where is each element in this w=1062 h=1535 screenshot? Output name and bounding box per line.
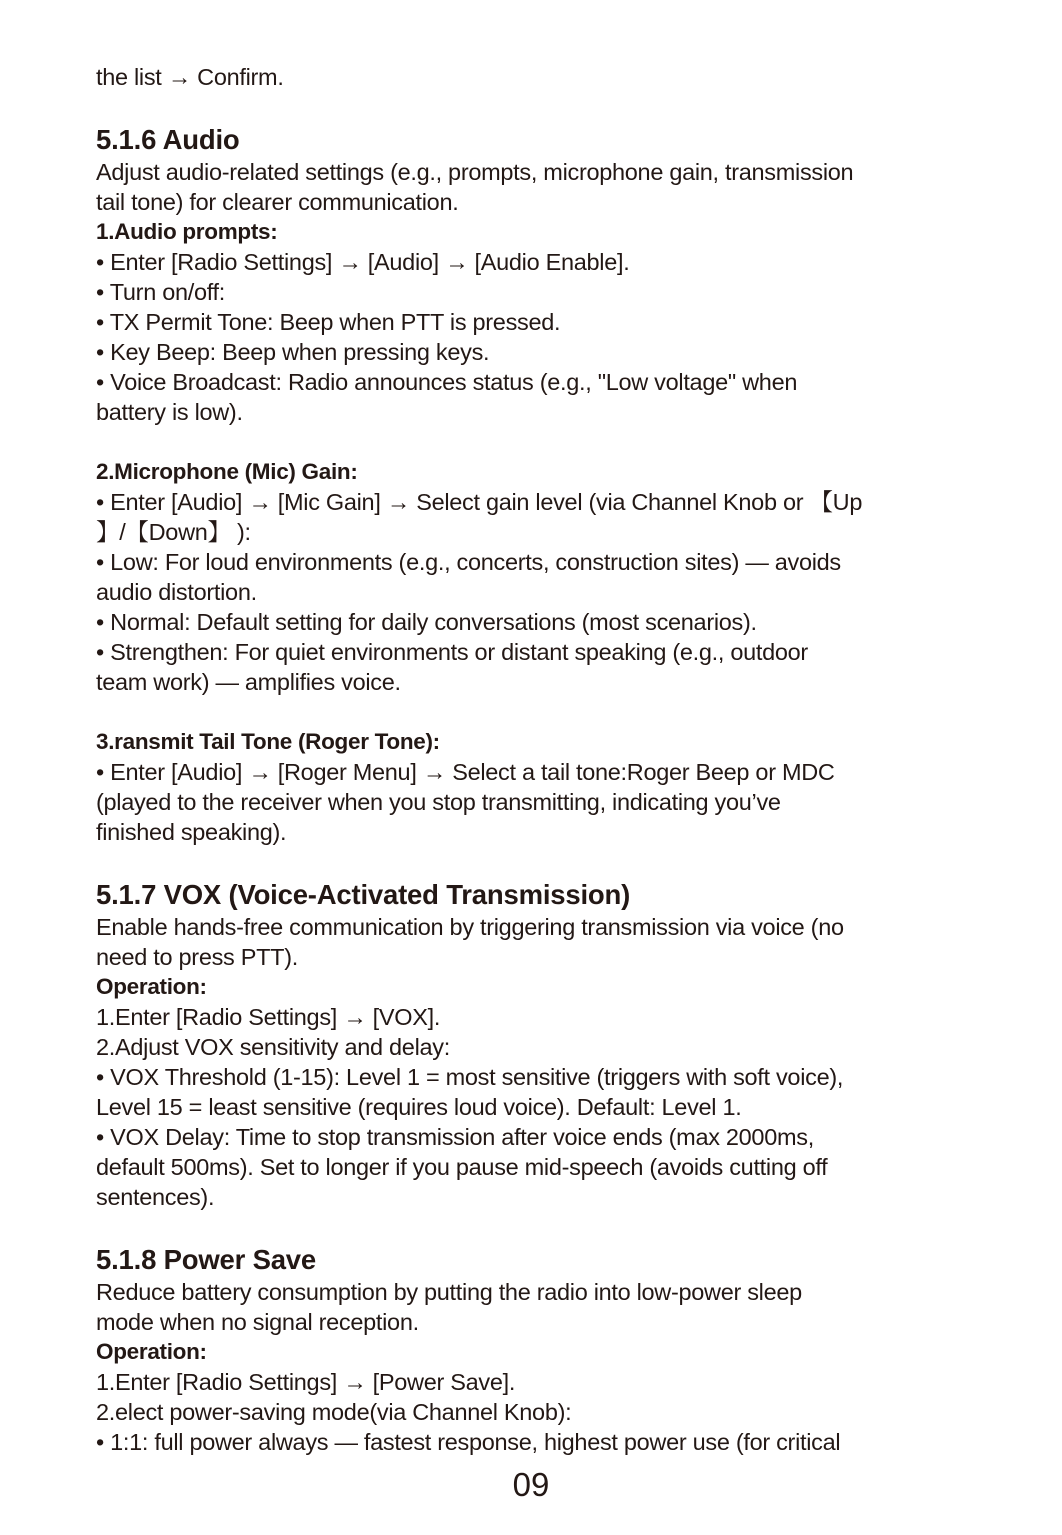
subheading-roger-tone: 3.ransmit Tail Tone (Roger Tone): <box>96 729 440 754</box>
lead-text: the list → Confirm. <box>96 64 284 90</box>
power-save-intro-line: Reduce battery consumption by putting the radio into low-power sleep <box>96 1279 802 1305</box>
vox-line: sentences). <box>96 1184 215 1210</box>
vox-intro-line: Enable hands-free communication by triggering transmission via voice (no <box>96 914 844 940</box>
vox-intro-line: need to press PTT). <box>96 944 298 970</box>
mic-gain-line: • Normal: Default setting for daily conversations (most scenarios). <box>96 609 757 635</box>
vox-line: Level 15 = least sensitive (requires loud voice). Default: Level 1. <box>96 1094 742 1120</box>
mic-gain-line: 】/【Down】 ): <box>96 519 251 545</box>
subheading-audio-prompts: 1.Audio prompts: <box>96 219 278 244</box>
audio-prompts-line: • Voice Broadcast: Radio announces status (e.g., "Low voltage" when <box>96 369 798 395</box>
roger-tone-line: (played to the receiver when you stop transmitting, indicating you’ve <box>96 789 781 815</box>
mic-gain-line: • Low: For loud environments (e.g., concerts, construction sites) — avoids <box>96 549 841 575</box>
mic-gain-line: • Enter [Audio] → [Mic Gain] → Select gain level (via Channel Knob or 【Up <box>96 489 863 515</box>
power-save-line: 2.elect power-saving mode(via Channel Knob): <box>96 1399 572 1425</box>
power-save-operation-label: Operation: <box>96 1339 207 1364</box>
power-save-intro-line: mode when no signal reception. <box>96 1309 419 1335</box>
vox-operation-label: Operation: <box>96 974 207 999</box>
audio-prompts-line: • Key Beep: Beep when pressing keys. <box>96 339 490 365</box>
vox-line: • VOX Threshold (1-15): Level 1 = most sensitive (triggers with soft voice), <box>96 1064 844 1090</box>
section-heading-audio: 5.1.6 Audio <box>96 124 240 155</box>
audio-intro-line: Adjust audio-related settings (e.g., prompts, microphone gain, transmission <box>96 159 854 185</box>
audio-intro-line: tail tone) for clearer communication. <box>96 189 459 215</box>
section-heading-vox: 5.1.7 VOX (Voice-Activated Transmission) <box>96 879 631 910</box>
section-heading-power-save: 5.1.8 Power Save <box>96 1244 316 1275</box>
vox-line: 1.Enter [Radio Settings] → [VOX]. <box>96 1004 441 1030</box>
vox-line: default 500ms). Set to longer if you pause mid-speech (avoids cutting off <box>96 1154 828 1180</box>
mic-gain-line: team work) — amplifies voice. <box>96 669 401 695</box>
audio-prompts-line: • Turn on/off: <box>96 279 226 305</box>
audio-prompts-line: • TX Permit Tone: Beep when PTT is pressed. <box>96 309 561 335</box>
vox-line: • VOX Delay: Time to stop transmission after voice ends (max 2000ms, <box>96 1124 814 1150</box>
audio-prompts-line: • Enter [Radio Settings] → [Audio] → [Audio Enable]. <box>96 249 630 275</box>
mic-gain-line: • Strengthen: For quiet environments or distant speaking (e.g., outdoor <box>96 639 808 665</box>
vox-line: 2.Adjust VOX sensitivity and delay: <box>96 1034 450 1060</box>
power-save-line: • 1:1: full power always — fastest response, highest power use (for critical <box>96 1429 841 1455</box>
audio-prompts-line: battery is low). <box>96 399 243 425</box>
page-number: 09 <box>512 1466 550 1503</box>
roger-tone-line: finished speaking). <box>96 819 287 845</box>
mic-gain-line: audio distortion. <box>96 579 257 605</box>
power-save-line: 1.Enter [Radio Settings] → [Power Save]. <box>96 1369 516 1395</box>
subheading-mic-gain: 2.Microphone (Mic) Gain: <box>96 459 358 484</box>
roger-tone-line: • Enter [Audio] → [Roger Menu] → Select a tail tone:Roger Beep or MDC <box>96 759 835 785</box>
